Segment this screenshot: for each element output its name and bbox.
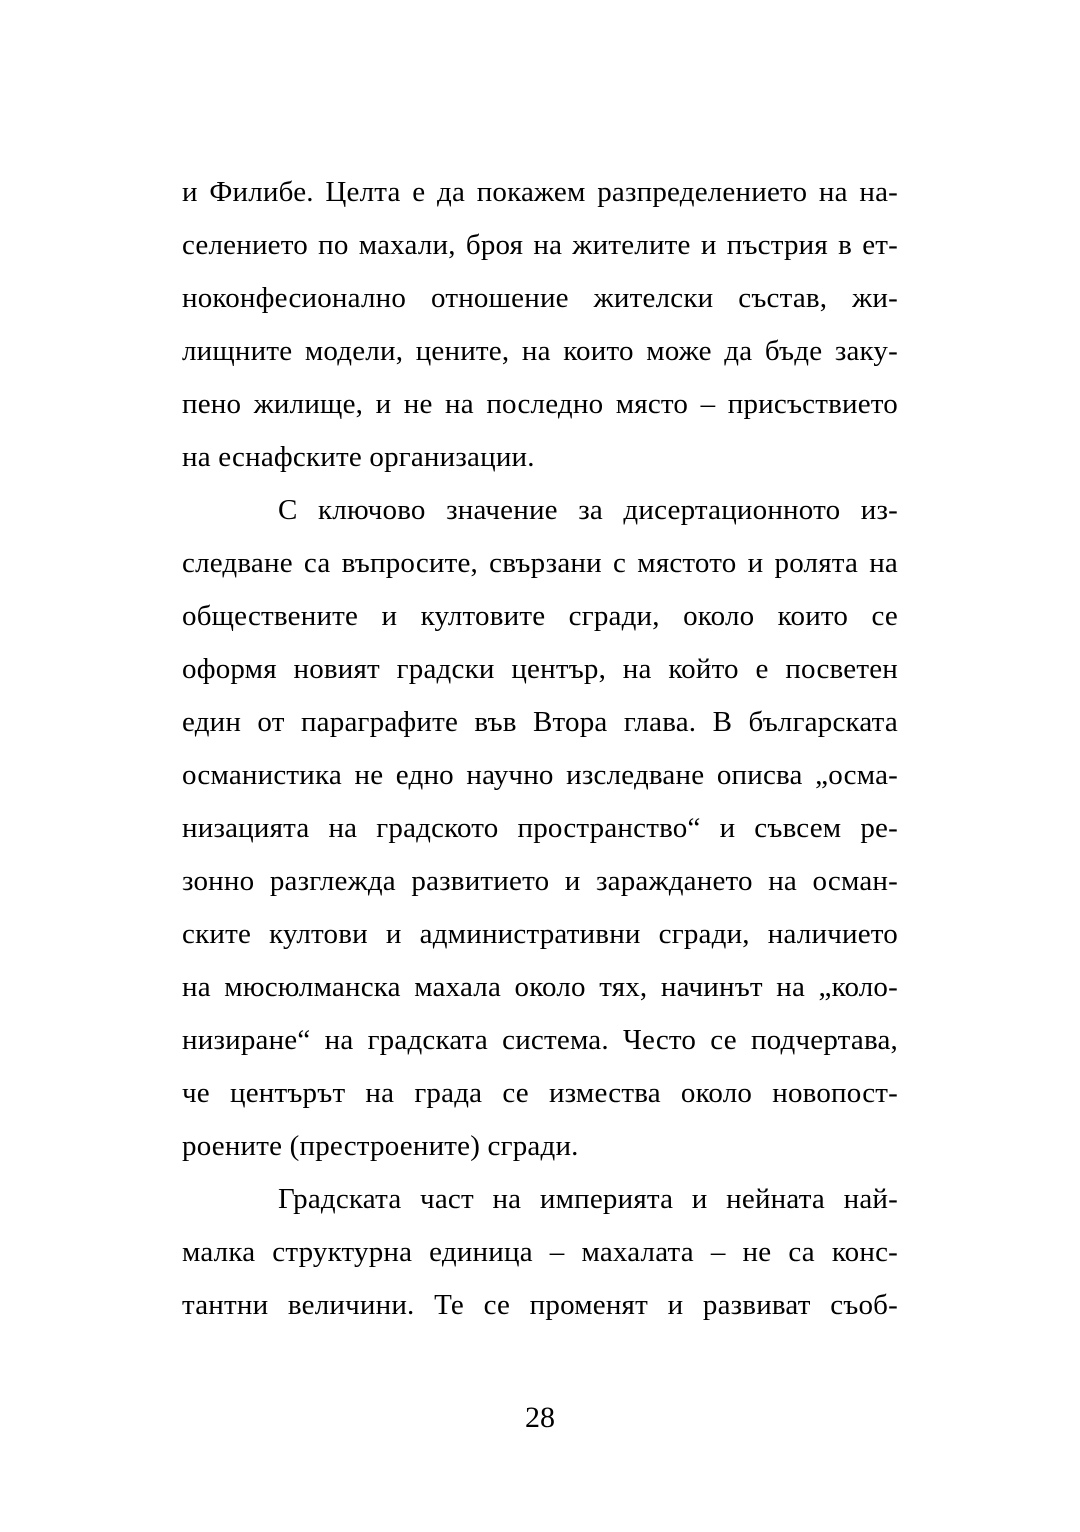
text-line: лищните модели, цените, на които може да бъде заку- — [182, 335, 898, 367]
text-line: на мюсюлманска махала около тях, начинът на „коло- — [182, 971, 898, 1003]
text-line: Градската част на империята и нейната най- — [278, 1183, 898, 1215]
page-number: 28 — [525, 1401, 555, 1434]
text-line: селението по махали, броя на жителите и пъстрия в ет- — [182, 229, 898, 261]
text-line: зонно разглежда развитието и зараждането на осман- — [182, 865, 898, 897]
text-line: роените (престроените) сгради. — [182, 1130, 579, 1162]
text-line: малка структурна единица – махалата – не са конс- — [182, 1236, 898, 1268]
text-line: и Филибе. Целта е да покажем разпределението на на- — [182, 176, 898, 208]
text-line: ноконфесионално отношение жителски състав, жи- — [182, 282, 898, 314]
text-line: на еснафските организации. — [182, 441, 535, 473]
text-line: обществените и култовите сгради, около които се — [182, 600, 898, 632]
text-line: пено жилище, и не на последно място – присъствието — [182, 388, 898, 420]
text-line: следване са въпросите, свързани с мястото и ролята на — [182, 547, 898, 579]
text-block — [182, 166, 898, 1332]
text-line: ските култови и административни сгради, наличието — [182, 918, 898, 950]
text-line: тантни величини. Те се променят и развиват съоб- — [182, 1289, 898, 1321]
text-line: С ключово значение за дисертационното из- — [278, 494, 898, 526]
text-line: един от параграфите във Втора глава. В българската — [182, 706, 898, 738]
text-line: низацията на градското пространство“ и съвсем ре- — [182, 812, 898, 844]
text-line: османистика не едно научно изследване описва „осма- — [182, 759, 898, 791]
text-line: оформя новият градски център, на който е посветен — [182, 653, 898, 685]
text-line: низиране“ на градската система. Често се подчертава, — [182, 1024, 898, 1056]
text-line: че центърът на града се измества около новопост- — [182, 1077, 898, 1109]
